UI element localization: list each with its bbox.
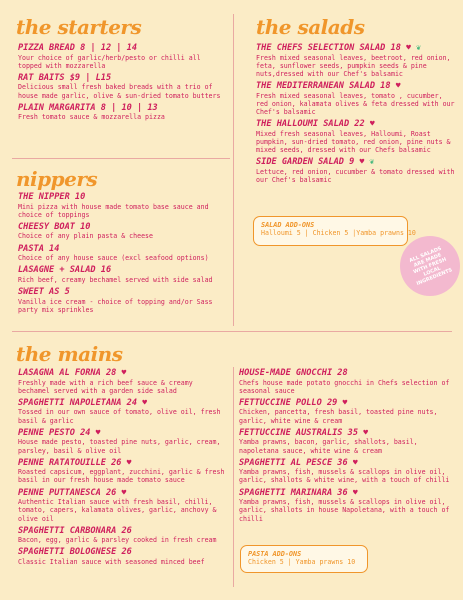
item-desc: Delicious small fresh baked breads with a trio of house made garlic, olive & sun-dried tomato butters	[18, 83, 221, 100]
item-desc: Authentic Italian sauce with fresh basil, chilli, tomato, capers, kalamata olives, garlic, anchovy & olive oil	[18, 498, 217, 523]
item-desc: Freshly made with a rich beef sauce & creamy bechamel served with a garden side salad	[18, 378, 193, 395]
item-name	[239, 428, 451, 439]
heart-icon: ♥	[359, 157, 365, 167]
starters-list	[18, 43, 226, 125]
item-desc: Lettuce, red onion, cucumber & tomato dressed with our Chef's balsamic	[256, 167, 455, 185]
mains-right-list	[239, 368, 451, 526]
divider-vertical-bottom	[233, 367, 234, 587]
list-item	[18, 103, 226, 122]
heart-icon: ♥	[342, 397, 348, 407]
list-item	[18, 287, 228, 314]
fresh-ingredients-badge	[400, 236, 460, 296]
item-name	[239, 398, 451, 409]
item-name	[239, 488, 451, 499]
nippers-heading: nippers	[16, 167, 98, 191]
item-desc: Yamba prawns, bacon, garlic, shallots, basil, napoletana sauce, white wine & cream	[239, 438, 418, 455]
item-desc: Chefs house made potato gnocchi in Chefs selection of seasonal sauce	[239, 378, 450, 395]
item-name	[18, 458, 228, 469]
list-item	[18, 192, 228, 219]
item-name	[256, 119, 456, 130]
divider-horizontal-middle	[12, 331, 452, 332]
item-name-text: PENNE PUTTANESCA 26	[18, 487, 117, 498]
list-item	[239, 368, 451, 395]
item-desc: Yamba prawns, fish, mussels & scallops in olive oil, garlic, shallots & white wine, with a touch of chilli	[239, 468, 450, 485]
list-item	[256, 81, 456, 116]
item-name	[256, 157, 456, 168]
list-item	[256, 157, 456, 184]
item-name: SWEET AS 5	[18, 287, 70, 298]
heart-icon: ♥	[352, 457, 358, 467]
item-name-text: FETTUCCINE AUSTRALIS 35	[239, 427, 358, 438]
heart-icon: ♥	[406, 43, 411, 52]
item-name-text: SIDE GARDEN SALAD 9	[256, 157, 355, 168]
item-name	[256, 43, 456, 54]
item-name	[256, 81, 456, 92]
nippers-list	[18, 192, 228, 317]
list-item	[18, 43, 226, 70]
heart-icon: ♥	[121, 368, 127, 377]
list-item	[18, 547, 228, 566]
heart-icon: ♥	[142, 397, 148, 407]
pasta-addons-box	[240, 545, 368, 573]
item-desc: Mini pizza with house made tomato base sauce and choice of toppings	[18, 202, 209, 219]
list-item	[239, 458, 451, 485]
heart-icon: ♥	[369, 119, 375, 129]
item-name-text: FETTUCCINE POLLO 29	[239, 397, 338, 408]
item-name	[18, 398, 228, 409]
item-desc: Yamba prawns, fish, mussels & scallops in olive oil, garlic, shallots in house Napoletana, with a touch of chilli	[239, 498, 450, 523]
list-item	[239, 398, 451, 425]
item-desc: House made pesto, toasted pine nuts, garlic, cream, parsley, basil & olive oil	[18, 438, 221, 455]
list-item	[18, 488, 228, 523]
item-name: RAT BAITS $9 | L15	[18, 72, 112, 83]
item-desc: Classic Italian sauce with seasoned minced beef	[18, 557, 205, 566]
salads-list	[256, 43, 456, 187]
salad-addons-title: SALAD ADD-ONS	[261, 221, 315, 229]
item-name: SPAGHETTI BOLOGNESE 26	[18, 547, 132, 558]
item-name	[18, 428, 228, 439]
heart-icon: ♥	[95, 427, 101, 437]
item-desc: Bacon, egg, garlic & parsley cooked in fresh cream	[18, 536, 217, 545]
item-name	[18, 368, 228, 379]
list-item	[18, 458, 228, 485]
item-desc: Your choice of garlic/herb/pesto or chilli all topped with mozzarella	[18, 53, 201, 70]
item-name	[239, 458, 451, 469]
item-name	[18, 488, 228, 499]
item-name-text: PENNE PESTO 24	[18, 427, 91, 438]
badge-text: ALL SALADS ARE MADE WITH FRESH LOCAL INGREDIENTS	[408, 245, 454, 288]
list-item	[239, 488, 451, 523]
heart-icon: ♥	[121, 487, 127, 497]
divider-vertical-top	[233, 14, 234, 326]
list-item	[18, 428, 228, 455]
list-item	[18, 265, 228, 284]
divider-horizontal-left	[12, 158, 230, 159]
mains-heading: the mains	[16, 342, 123, 366]
item-name: THE NIPPER 10	[18, 192, 86, 202]
starters-heading: the starters	[16, 15, 142, 39]
list-item	[18, 244, 228, 263]
item-desc: Rich beef, creamy bechamel served with side salad	[18, 275, 213, 284]
list-item	[256, 43, 456, 78]
item-name: PLAIN MARGARITA 8 | 10 | 13	[18, 102, 158, 113]
pasta-addons-text: Chicken 5 | Yamba prawns 10	[248, 558, 356, 566]
heart-icon: ♥	[395, 81, 401, 91]
item-desc: Chicken, pancetta, fresh basil, toasted pine nuts, garlic, white wine & cream	[239, 408, 438, 425]
leaf-icon: ❦	[416, 43, 421, 52]
item-name-text: SPAGHETTI AL PESCE 36	[239, 457, 348, 468]
item-name-text: PENNE RATATOUILLE 26	[18, 457, 122, 468]
item-name: SPAGHETTI CARBONARA 26	[18, 525, 132, 536]
list-item	[18, 222, 228, 241]
heart-icon: ♥	[126, 457, 132, 467]
pasta-addons-title: PASTA ADD-ONS	[248, 550, 302, 558]
item-name: PIZZA BREAD 8 | 12 | 14	[18, 43, 137, 53]
salads-heading: the salads	[256, 15, 365, 39]
item-desc: Fresh tomato sauce & mozzarella pizza	[18, 113, 165, 122]
item-name-text: LASAGNA AL FORNA 28	[18, 368, 117, 378]
item-name-text: THE MEDITERRANEAN SALAD 18	[256, 81, 391, 92]
list-item	[18, 526, 228, 545]
item-desc: Fresh mixed seasonal leaves, tomato , cucumber, red onion, kalamata olives & feta dressed with our Chef's balsamic	[256, 91, 455, 117]
item-name: HOUSE-MADE GNOCCHI 28	[239, 368, 348, 378]
list-item	[256, 119, 456, 154]
salad-addons-text: Halloumi 5 | Chicken 5 |Yamba prawns 10	[261, 229, 416, 237]
item-desc: Roasted capsicum, eggplant, zucchini, garlic & fresh basil in our fresh house made tomato sauce	[18, 468, 225, 485]
heart-icon: ♥	[363, 427, 369, 437]
heart-icon: ♥	[352, 487, 358, 497]
item-name: CHEESY BOAT 10	[18, 221, 91, 232]
item-name-text: SPAGHETTI MARINARA 36	[239, 487, 348, 498]
item-name-text: THE CHEFS SELECTION SALAD 18	[256, 43, 401, 53]
item-desc: Vanilla ice cream - choice of topping and/or Sass party mix sprinkles	[18, 297, 213, 314]
list-item	[18, 73, 226, 100]
item-name: PASTA 14	[18, 243, 60, 254]
item-name-text: THE HALLOUMI SALAD 22	[256, 119, 365, 130]
mains-left-list	[18, 368, 228, 569]
item-desc: Tossed in our own sauce of tomato, olive oil, fresh basil & garlic	[18, 408, 221, 425]
leaf-icon: ❦	[369, 157, 375, 167]
list-item	[18, 398, 228, 425]
salad-addons-box	[253, 216, 416, 246]
list-item	[18, 368, 228, 395]
item-name: LASAGNE + SALAD 16	[18, 265, 112, 276]
item-name-text: SPAGHETTI NAPOLETANA 24	[18, 397, 137, 408]
item-desc: Choice of any house sauce (excl seafood options)	[18, 254, 209, 263]
item-desc: Choice of any plain pasta & cheese	[18, 232, 153, 241]
item-desc: Fresh mixed seasonal leaves, beetroot, red onion, feta, sunflower seeds, pumpkin seeds & pine nuts,dressed with our Chef's balsamic	[256, 53, 451, 78]
list-item	[239, 428, 451, 455]
item-desc: Mixed fresh seasonal leaves, Halloumi, Roast pumpkin, sun-dried tomato, red onion, pine nuts & mixed seeds, dressed with our Chefs balsamic	[256, 129, 451, 155]
